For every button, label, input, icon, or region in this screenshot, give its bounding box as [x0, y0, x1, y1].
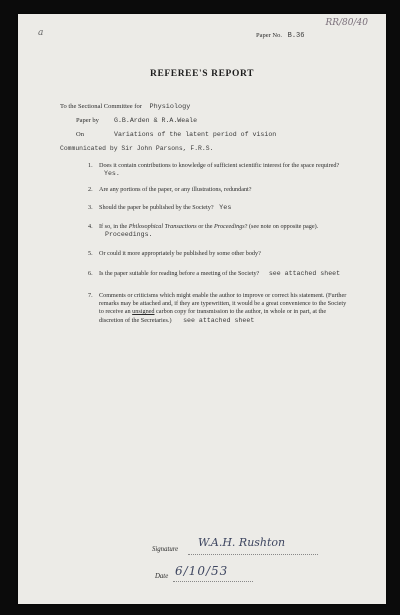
question-4: [88, 223, 348, 239]
question-text: Comments or criticisms which might enable the author to improve or correct his statement. (Further remarks may be attached and, if they are typewritten, it would be a great convenience to the Society to receive an: [99, 292, 347, 316]
question-2: [88, 186, 358, 194]
handwritten-reference: RR/80/40: [325, 18, 368, 28]
question-7: [88, 292, 348, 325]
signature-label: Signature: [152, 546, 179, 553]
underlined-word: unsigned: [132, 308, 155, 316]
signature-value: W.A.H. Rushton: [198, 536, 286, 549]
paper-by-value: G.B.Arden & R.A.Weale: [114, 117, 198, 124]
date-row: [155, 566, 275, 582]
question-emphasis: Proceedings: [214, 223, 245, 230]
question-number: 5.: [88, 250, 93, 257]
answer-text: Yes: [219, 204, 232, 212]
question-text: Should the paper be published by the Society?: [99, 204, 214, 211]
date-value: 6/10/53: [175, 564, 229, 578]
paper-by-row: [76, 117, 99, 124]
paper-number-label: Paper No.: [256, 32, 282, 39]
committee-label: To the Sectional Committee for: [60, 103, 142, 110]
question-6: [88, 270, 378, 278]
question-number: 2.: [88, 186, 93, 193]
question-1: [88, 162, 343, 178]
question-text: If so, in the: [99, 223, 129, 230]
paper-number-value: B.36: [287, 32, 305, 40]
question-number: 3.: [88, 204, 93, 211]
paper-by-label: Paper by: [76, 117, 99, 124]
committee-value: Physiology: [149, 103, 191, 111]
signature-row: [152, 536, 322, 556]
question-number: 1.: [88, 162, 93, 169]
report-form: [18, 14, 386, 604]
question-5: [88, 250, 358, 258]
on-label: On: [76, 131, 84, 138]
question-text: ? (see note on opposite page).: [244, 223, 319, 230]
answer-text: see attached sheet: [183, 316, 255, 324]
signature-line: [188, 554, 318, 555]
question-number: 7.: [88, 292, 93, 299]
paper-number: [256, 32, 304, 40]
on-value: Variations of the latent period of vision: [114, 131, 277, 138]
question-text: Are any portions of the paper, or any illustrations, redundant?: [99, 186, 252, 193]
question-emphasis: Philosophical Transactions: [128, 223, 197, 230]
question-text: or the: [196, 223, 214, 230]
date-line: [173, 581, 253, 582]
question-text: Does it contain contributions to knowledge of sufficient scientific interest for the space required?: [99, 162, 340, 169]
question-text: carbon copy for transmission to the author, in whole or in part, at the discretion of the Secretaries.): [99, 308, 327, 324]
question-text: Or could it more appropriately be published by some other body?: [99, 250, 261, 257]
page-title: REFEREE'S REPORT: [149, 69, 255, 79]
answer-text: Proceedings.: [105, 231, 153, 239]
question-text: Is the paper suitable for reading before a meeting of the Society?: [99, 270, 260, 277]
answer-text: Yes.: [104, 170, 120, 178]
corner-pencil-mark: a: [38, 28, 44, 38]
answer-text: see attached sheet: [268, 270, 341, 277]
communicated-by: Communicated by Sir John Parsons, F.R.S.: [60, 145, 214, 152]
question-number: 4.: [88, 223, 93, 230]
committee-row: [60, 103, 190, 111]
question-3: [88, 204, 358, 212]
date-label: Date: [155, 573, 169, 580]
question-number: 6.: [88, 270, 93, 277]
